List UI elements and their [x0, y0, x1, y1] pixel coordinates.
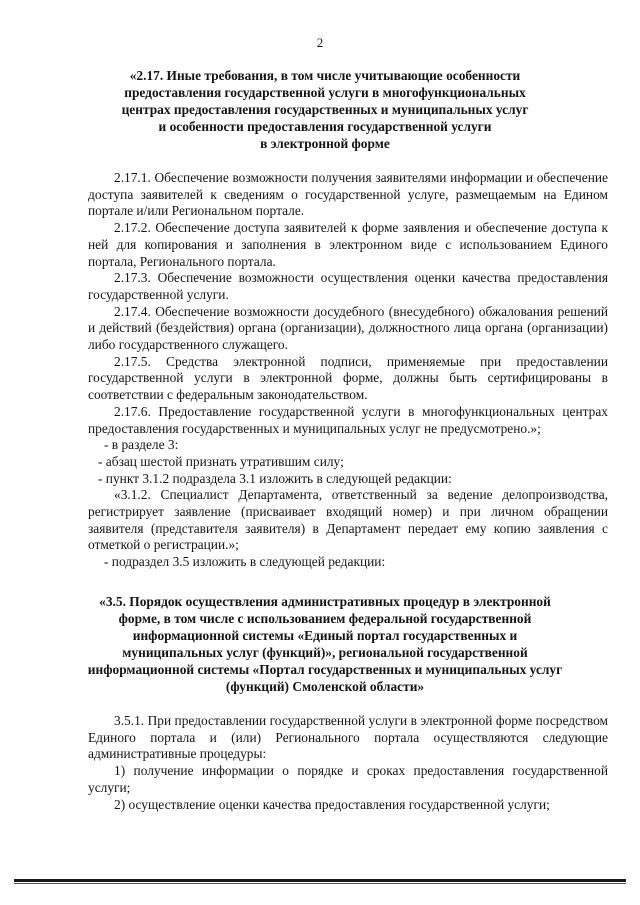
list-item-2: 2) осуществление оценки качества предоставления государственной услуги; — [114, 796, 550, 812]
heading-line: муниципальных услуг (функций)», региональной государственной — [122, 645, 528, 660]
section-heading-3-5 — [70, 593, 580, 695]
heading-line: «3.5. Порядок осуществления административных процедур в электронной — [99, 594, 551, 609]
paragraph-2-17-1: 2.17.1. Обеспечение возможности получения заявителями информации и обеспечение доступа заявителей к сведениям о государственной услуге, размещаемым на Едином портале и/или Региональном портале. — [88, 170, 608, 219]
paragraph-2-17-2: 2.17.2. Обеспечение доступа заявителей к форме заявления и обеспечение доступа к ней для копирования и заполнения в электронном виде с использованием Единого портала, Регионального портала. — [88, 220, 608, 269]
heading-line: и особенности предоставления государственной услуги — [158, 119, 492, 134]
heading-line: (функций) Смоленской области» — [225, 679, 425, 694]
paragraph-2-17-6: 2.17.6. Предоставление государственной услуги в многофункциональных центрах предоставления государственных и муниципальных услуг не предусмотрено.»; — [88, 403, 608, 436]
amendment-subsection-3-5: - подраздел 3.5 изложить в следующей редакции: — [104, 554, 386, 570]
paragraph-3-1-2: «3.1.2. Специалист Департамента, ответственный за ведение делопроизводства, регистрирует заявление (присваивает входящий номер) и при личном обращении заявителя (представителя заявителя) в Департамент передает ему копию заявления с отметкой о регистрации.»; — [88, 487, 608, 553]
amendment-section-3: - в разделе 3: — [104, 437, 179, 453]
heading-line: информационной системы «Портал государственных и муниципальных услуг — [87, 662, 563, 677]
body-text-block-1 — [88, 170, 608, 571]
bottom-border-line — [14, 879, 626, 882]
amendment-abzac: - абзац шестой признать утратившим силу; — [98, 453, 344, 469]
heading-line: «2.17. Иные требования, в том числе учитывающие особенности — [129, 68, 521, 83]
section-heading-2-17 — [86, 67, 564, 152]
heading-line: в электронной форме — [260, 136, 390, 151]
heading-line: центрах предоставления государственных и муниципальных услуг — [121, 102, 529, 117]
heading-line: предоставления государственной услуги в многофункциональных — [124, 85, 526, 100]
heading-line: информационной системы «Единый портал государственных и — [132, 628, 518, 643]
paragraph-3-5-1: 3.5.1. При предоставлении государственной услуги в электронной форме посредством Единого портала и (или) Регионального портала осуществляются следующие административные процедуры: — [88, 713, 608, 762]
amendment-punkt: - пункт 3.1.2 подраздела 3.1 изложить в следующей редакции: — [98, 470, 452, 486]
heading-line: форме, в том числе с использованием федеральной государственной — [118, 611, 532, 626]
bottom-border-line-thin — [14, 883, 626, 884]
page-number: 2 — [316, 35, 324, 50]
paragraph-2-17-5: 2.17.5. Средства электронной подписи, применяемые при предоставлении государственной услуги в электронной форме, должны быть сертифицированы в соответствии с федеральным законодательством. — [88, 353, 608, 403]
paragraph-2-17-4: 2.17.4. Обеспечение возможности досудебного (внесудебного) обжалования решений и действий (бездействия) органа (организации), должностного лица органа (организации) либо государственного служащего. — [88, 303, 608, 353]
paragraph-2-17-3: 2.17.3. Обеспечение возможности осуществления оценки качества предоставления государственной услуги. — [88, 270, 608, 302]
body-text-block-2 — [88, 713, 608, 813]
list-item-1: 1) получение информации о порядке и сроках предоставления государственной услуги; — [88, 763, 608, 795]
